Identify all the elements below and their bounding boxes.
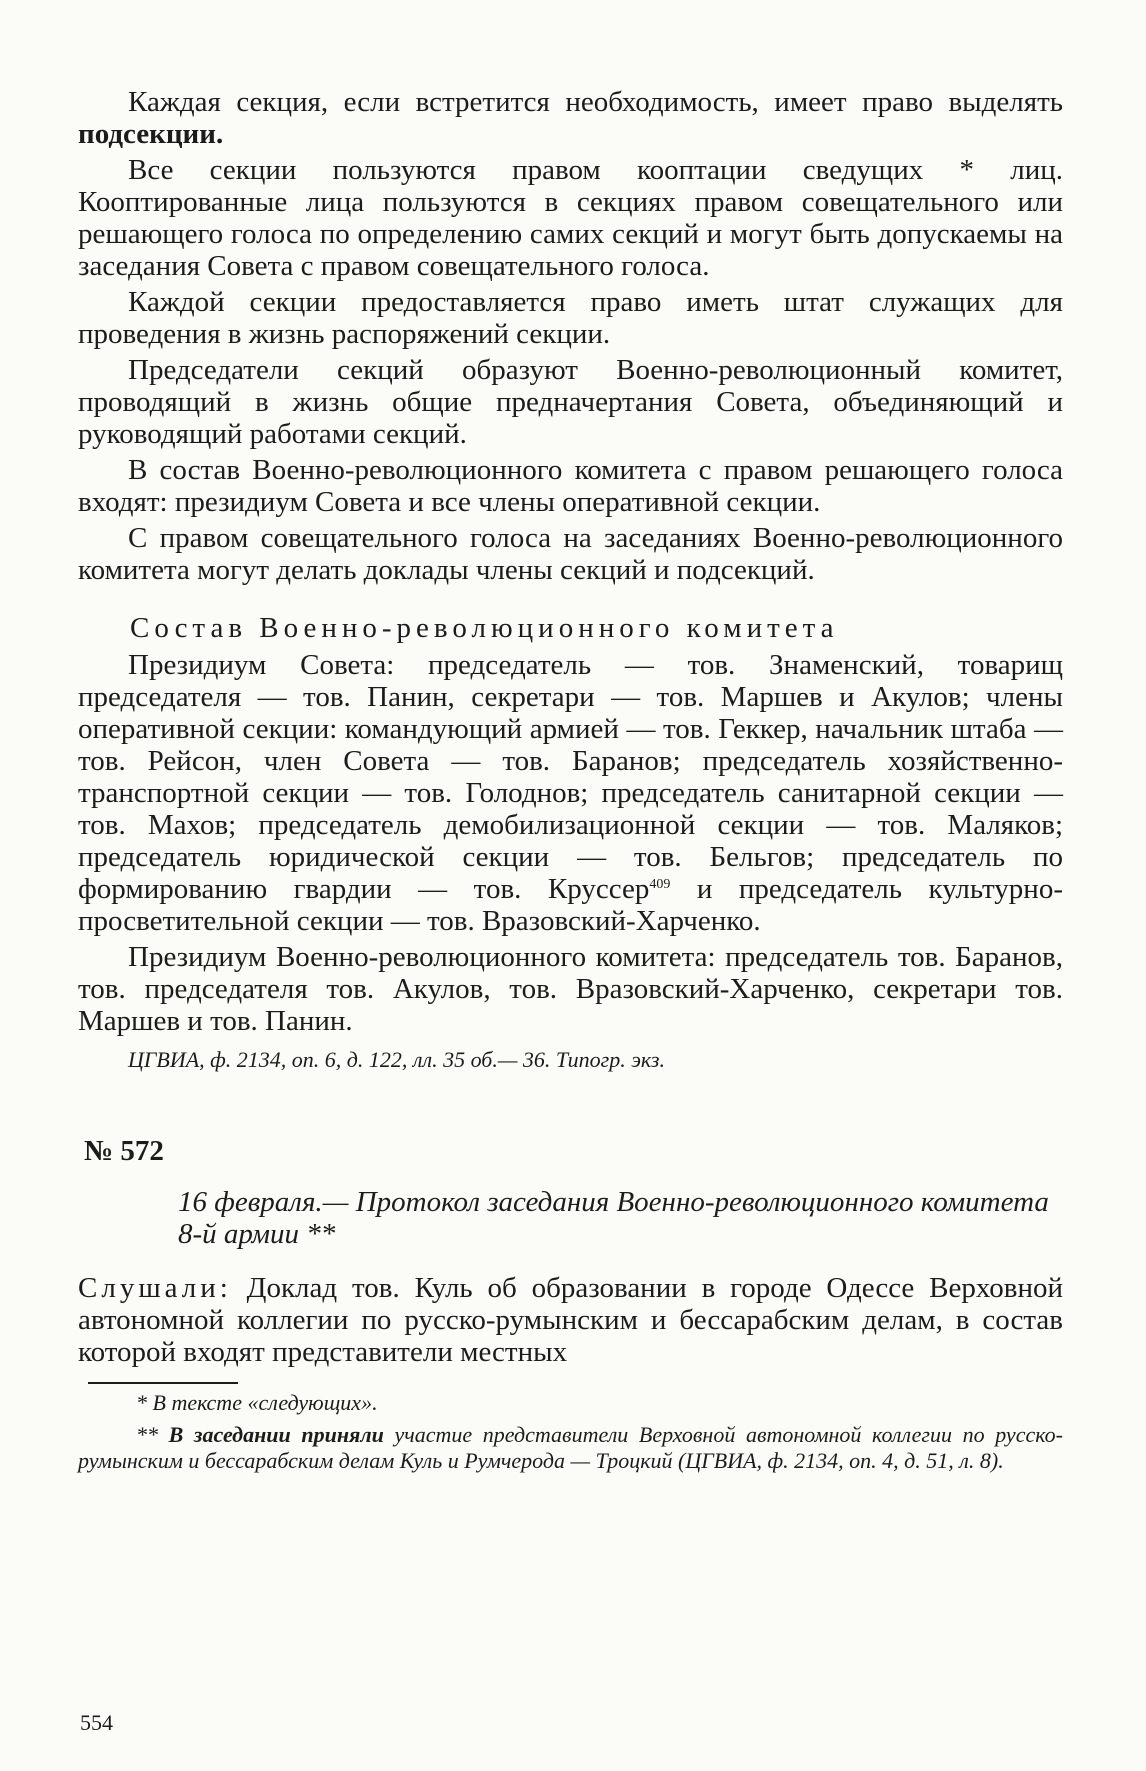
text-column bbox=[78, 86, 1063, 1474]
footnote-1: * В тексте «следующих». bbox=[136, 1390, 378, 1415]
footnote-text: участие представители Верховной автономной коллегии по русско-румынским и бессарабским делам Куль и Румчерода — Троцкий (ЦГВИА, ф. 2134, оп. 4, д. 51, л. 8). bbox=[78, 1422, 1063, 1473]
composition-text: Президиум Совета: председатель — тов. Знаменский, товарищ председателя — тов. Панин, секретари — тов. Маршев и Акулов; члены оперативной секции: командующий армией — тов. Геккер, начальник штаба — тов. Рейсон, член Совета — тов. Баранов; председатель хозяйственно-транспортной секции — тов. Голоднов; председатель санитарной секции — тов. Махов; председатель демобилизационной секции — тов. Маляков; председатель юридической секции — тов. Бельгов; председатель по формированию гвардии — тов. Круссер bbox=[78, 649, 1063, 905]
footnote-emphasis: В заседании приняли bbox=[168, 1422, 384, 1447]
footnote-divider bbox=[88, 1382, 238, 1384]
heard-text: Доклад тов. Куль об образовании в городе Одессе Верховной автономной коллегии по русско-румынским и бессарабским делам, в состав которой входят представители местных bbox=[78, 1272, 1063, 1368]
document-number: № 572 bbox=[84, 1135, 164, 1167]
paragraph-staff: Каждой секции предоставляется право иметь штат служащих для проведения в жизнь распоряжений секции. bbox=[78, 286, 1063, 350]
note-reference: 409 bbox=[649, 877, 671, 892]
paragraph-advisory: С правом совещательного голоса на заседаниях Военно-революционного комитета могут делать доклады члены секций и подсекций. bbox=[78, 522, 1063, 586]
paragraph-cooptation: Все секции пользуются правом кооптации сведущих * лиц. Кооптированные лица пользуются в секциях правом совещательного или решающего голоса по определению самих секций и могут быть допускаемы на заседания Совета с правом совещательного голоса. bbox=[78, 154, 1063, 282]
paragraph-text: Каждая секция, если встретится необходимость, имеет право выделять bbox=[128, 86, 1063, 118]
footnote-2 bbox=[78, 1422, 1063, 1474]
paragraph-subsections bbox=[78, 86, 1063, 150]
paragraph-heard bbox=[78, 1272, 1063, 1368]
paragraph-voting-members: В состав Военно-революционного комитета с правом решающего голоса входят: президиум Совета и все члены оперативной секции. bbox=[78, 454, 1063, 518]
document-title: 16 февраля.— Протокол заседания Военно-революционного комитета 8-й армии ** bbox=[178, 1186, 1049, 1250]
paragraph-presidium: Президиум Военно-революционного комитета: председатель тов. Баранов, тов. председателя тов. Акулов, тов. Вразовский-Харченко, секретари тов. Маршев и тов. Панин. bbox=[78, 941, 1063, 1037]
archive-reference: ЦГВИА, ф. 2134, оп. 6, д. 122, лл. 35 об.— 36. Типогр. экз. bbox=[128, 1047, 666, 1072]
page-number: 554 bbox=[80, 1710, 113, 1735]
heard-label: Слушали: bbox=[78, 1272, 232, 1304]
footnote-marker: ** bbox=[136, 1422, 169, 1447]
composition-text-end: и председатель культурно-просветительной секции — тов. Вразовский-Харченко. bbox=[78, 873, 1063, 937]
bold-term: подсекции. bbox=[78, 118, 224, 150]
paragraph-chairs: Председатели секций образуют Военно-революционный комитет, проводящий в жизнь общие предначертания Совета, объединяющий и руководящий работами секций. bbox=[78, 354, 1063, 450]
paragraph-composition bbox=[78, 649, 1063, 937]
section-heading: Состав Военно-революционного комитета bbox=[130, 612, 839, 644]
